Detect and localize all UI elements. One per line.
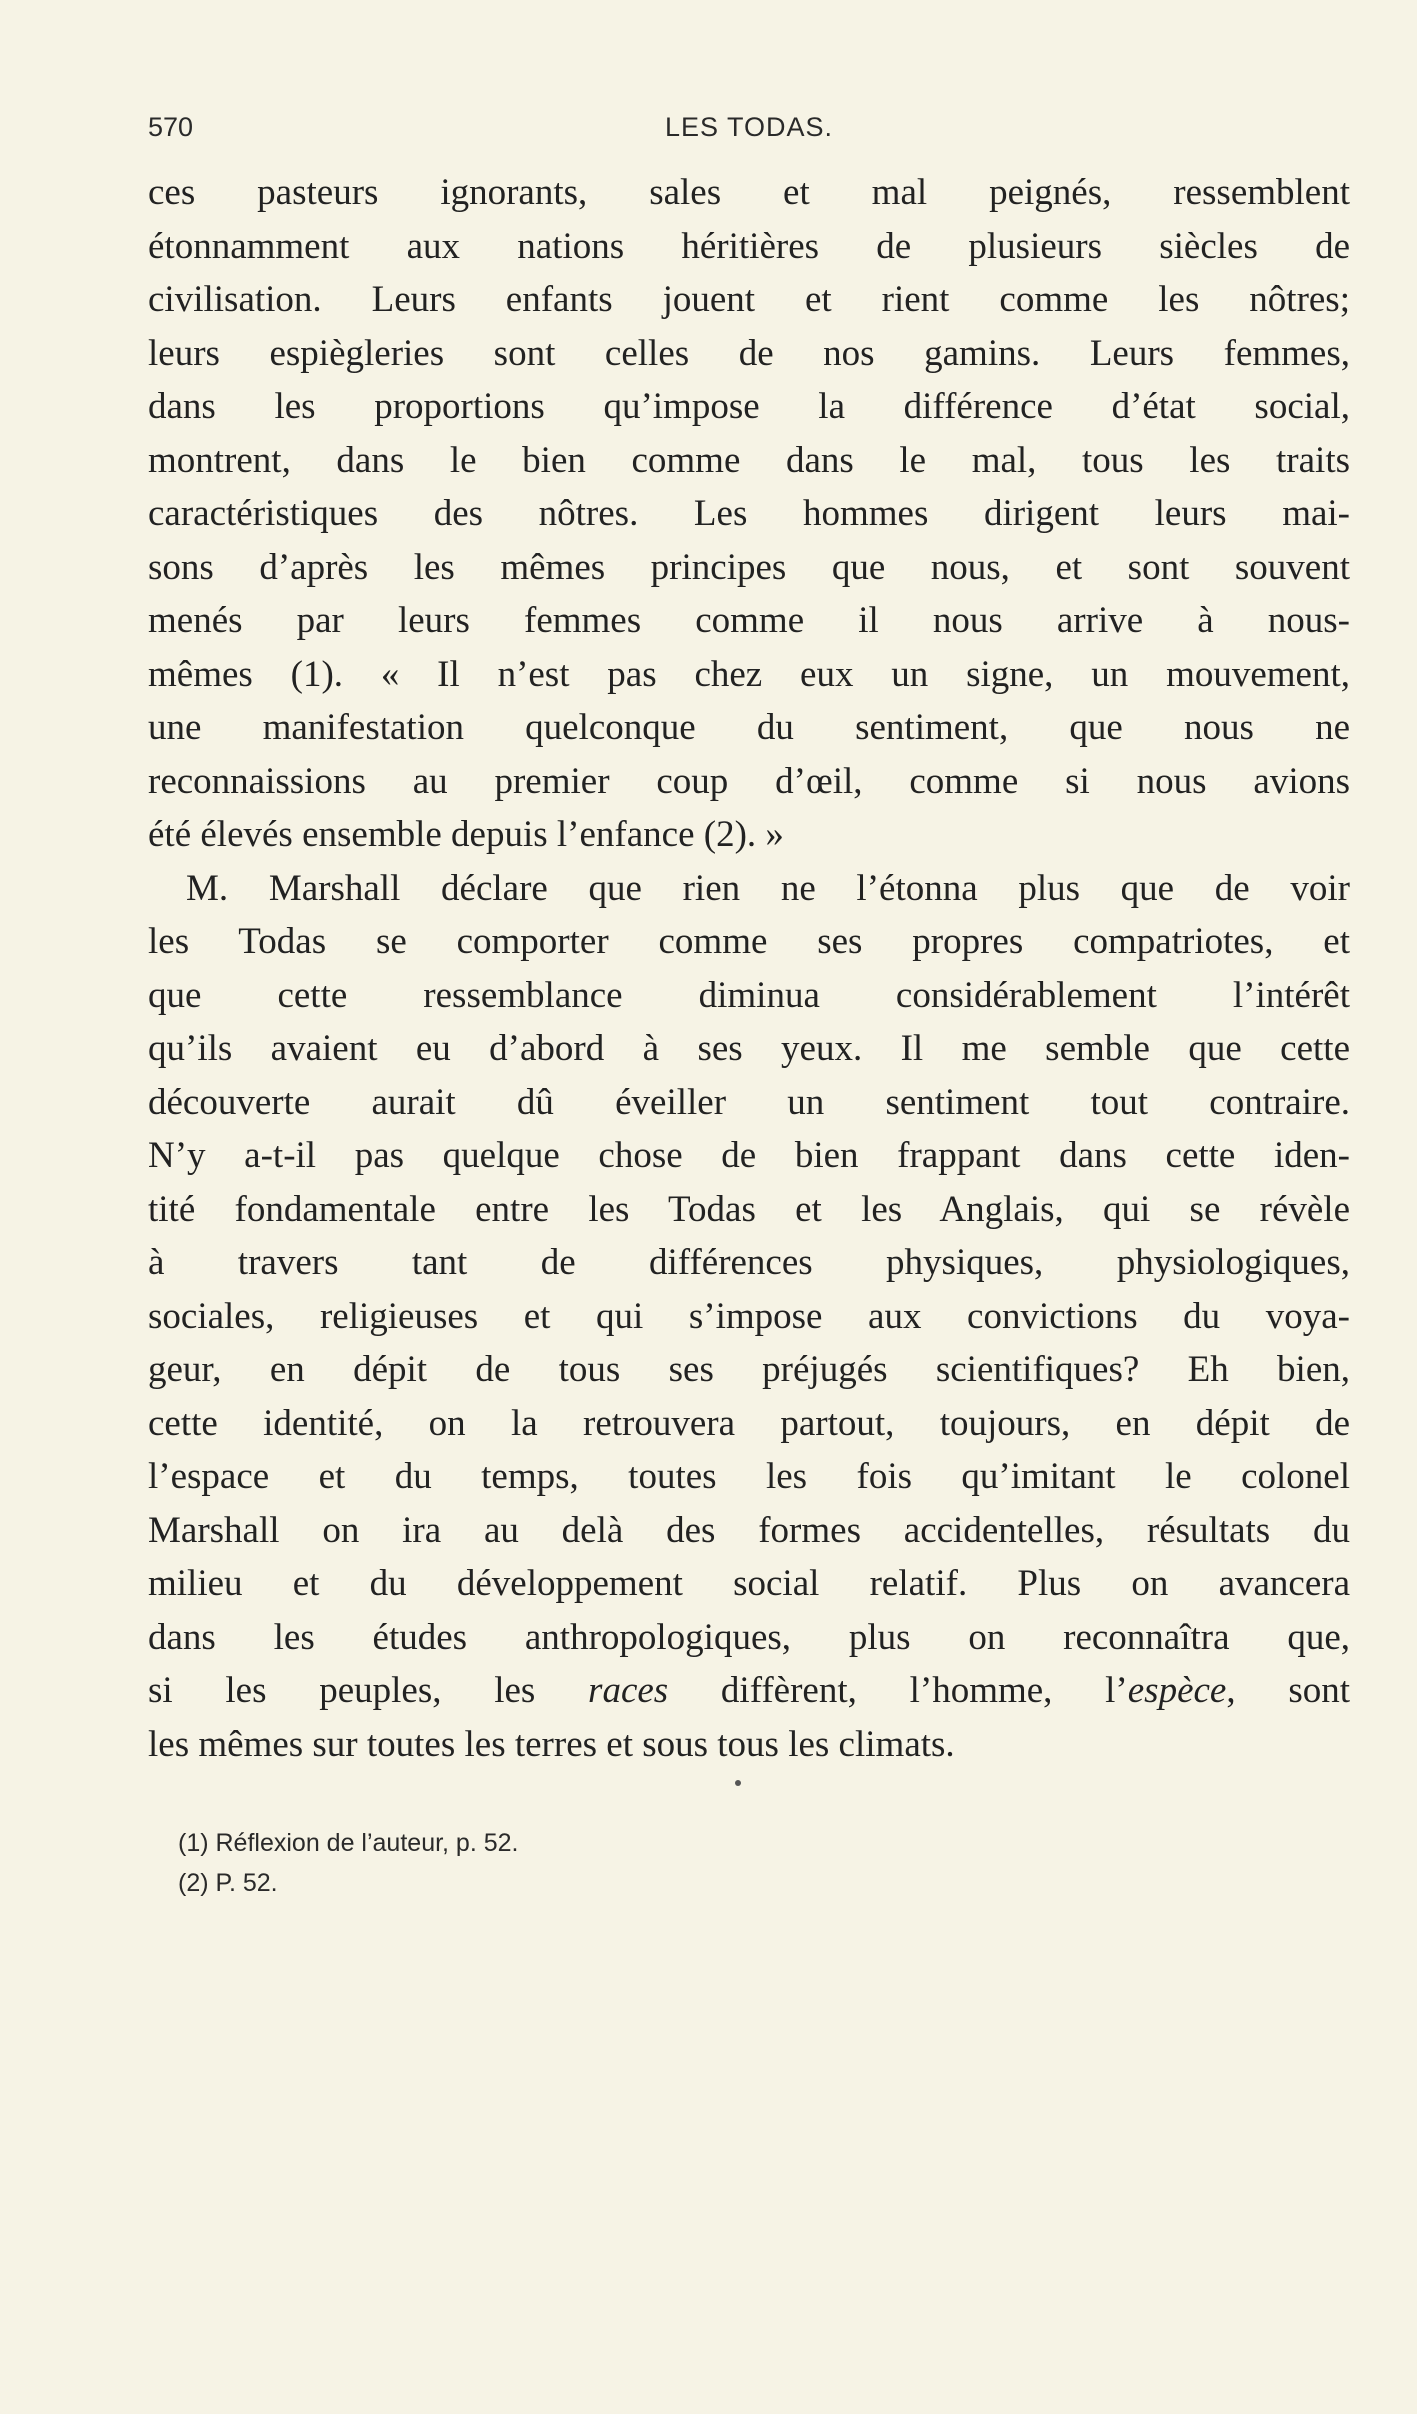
text-fragment: , sont xyxy=(1226,1670,1350,1711)
text-line: N’y a-t-il pas quelque chose de bien frappant dans cette iden- xyxy=(148,1135,1350,1176)
body-text xyxy=(148,166,1350,1771)
text-line: étonnamment aux nations héritières de plusieurs siècles de xyxy=(148,225,1350,267)
text-line: cette identité, on la retrouvera partout, toujours, en dépit de xyxy=(148,1402,1350,1444)
running-title: LES TODAS. xyxy=(664,112,834,142)
text-line: les mêmes sur toutes les terres et sous tous les climats. xyxy=(148,1723,955,1765)
text-line: caractéristiques des nôtres. Les hommes dirigent leurs mai- xyxy=(148,493,1350,534)
text-line: dans les proportions qu’impose la différence d’état social, xyxy=(148,386,1350,427)
text-line: geur, en dépit de tous ses préjugés scientifiques? Eh bien, xyxy=(148,1349,1350,1390)
text-line-with-italics xyxy=(148,1664,1350,1718)
footnote: (2) P. 52. xyxy=(178,1869,278,1897)
text-line: menés par leurs femmes comme il nous arrive à nous- xyxy=(148,600,1350,641)
text-line: sociales, religieuses et qui s’impose aux convictions du voya- xyxy=(148,1295,1350,1337)
text-line: été élevés ensemble depuis l’enfance (2). » xyxy=(148,814,784,855)
text-line: qu’ils avaient eu d’abord à ses yeux. Il me semble que cette xyxy=(148,1028,1350,1069)
text-line: mêmes (1). « Il n’est pas chez eux un signe, un mouvement, xyxy=(148,653,1350,695)
text-fragment: si les peuples, les xyxy=(148,1670,589,1711)
text-line: à travers tant de différences physiques, physiologiques, xyxy=(148,1242,1350,1283)
text-line: civilisation. Leurs enfants jouent et rient comme les nôtres; xyxy=(148,279,1350,320)
italic-races: races xyxy=(588,1670,669,1711)
paragraph-first-line: M. Marshall déclare que rien ne l’étonna plus que de voir xyxy=(186,867,1350,909)
text-line: une manifestation quelconque du sentiment, que nous ne xyxy=(148,707,1350,748)
text-line: Marshall on ira au delà des formes accidentelles, résultats du xyxy=(148,1509,1350,1551)
text-line: que cette ressemblance diminua considérablement l’intérêt xyxy=(148,974,1350,1016)
footnotes xyxy=(178,1823,1278,1903)
text-line: les Todas se comporter comme ses propres compatriotes, et xyxy=(148,921,1350,962)
text-fragment: diffèrent, l’homme, l’ xyxy=(668,1670,1128,1711)
text-line: leurs espiègleries sont celles de nos gamins. Leurs femmes, xyxy=(148,332,1350,374)
footnote: (1) Réflexion de l’auteur, p. 52. xyxy=(178,1829,519,1857)
text-line: sons d’après les mêmes principes que nous, et sont souvent xyxy=(148,546,1350,588)
text-line: montrent, dans le bien comme dans le mal, tous les traits xyxy=(148,439,1350,481)
text-line: reconnaissions au premier coup d’œil, comme si nous avions xyxy=(148,760,1350,802)
text-line: ces pasteurs ignorants, sales et mal peignés, ressemblent xyxy=(148,172,1350,213)
text-line: milieu et du développement social relatif. Plus on avancera xyxy=(148,1563,1350,1604)
separator-dot xyxy=(735,1780,741,1786)
text-line: tité fondamentale entre les Todas et les Anglais, qui se révèle xyxy=(148,1188,1350,1230)
text-line: dans les études anthropologiques, plus on reconnaîtra que, xyxy=(148,1616,1350,1658)
page-number: 570 xyxy=(148,112,194,142)
italic-espece: espèce xyxy=(1127,1670,1227,1711)
text-line: l’espace et du temps, toutes les fois qu’imitant le colonel xyxy=(148,1456,1350,1497)
running-head xyxy=(148,112,1350,152)
text-line: découverte aurait dû éveiller un sentiment tout contraire. xyxy=(148,1081,1350,1123)
